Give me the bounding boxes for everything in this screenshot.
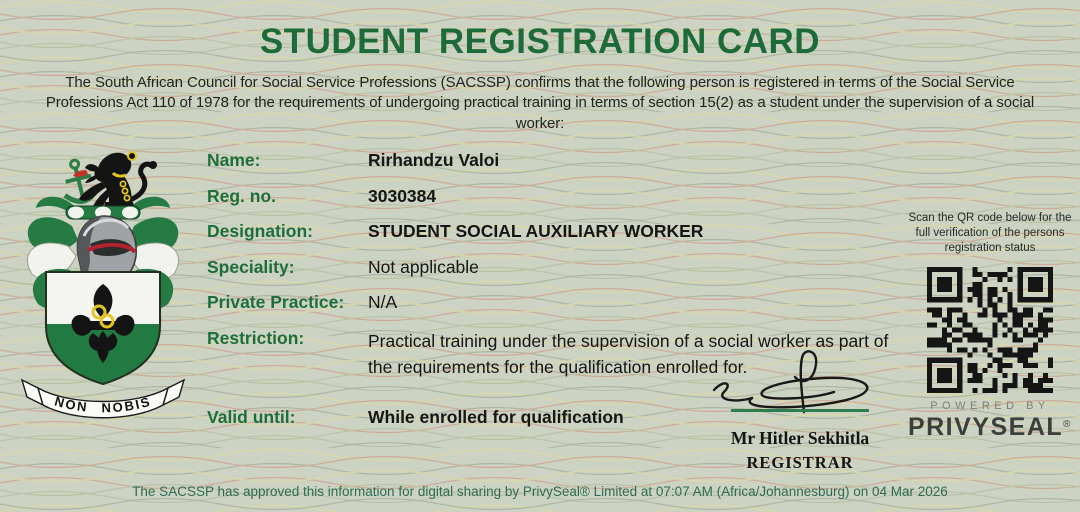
field-reg-no-label: Reg. no.	[207, 186, 277, 206]
registrar-signature-icon	[706, 350, 886, 414]
field-designation-value: STUDENT SOCIAL AUXILIARY WORKER	[368, 221, 704, 241]
field-private-practice-value: N/A	[368, 292, 398, 312]
field-private-practice-label: Private Practice:	[207, 292, 345, 312]
field-speciality	[207, 257, 479, 278]
field-speciality-value: Not applicable	[368, 257, 479, 277]
field-reg-no	[207, 186, 436, 207]
registered-trademark-icon: ®	[1063, 418, 1073, 430]
field-restriction-value: Practical training under the supervision of a social worker as part of the requirements for the qualification enrolled for.	[368, 331, 889, 377]
sacssp-coat-of-arms-icon	[10, 142, 196, 422]
powered-by-label: POWERED BY	[930, 399, 1050, 412]
field-valid-until-label: Valid until:	[207, 407, 296, 427]
field-designation-label: Designation:	[207, 221, 313, 241]
signature-line	[731, 409, 869, 412]
field-name-label: Name:	[207, 150, 261, 170]
privyseal-logo	[906, 413, 1074, 442]
field-restriction-label: Restriction:	[207, 328, 305, 348]
field-private-practice	[207, 292, 397, 313]
field-valid-until	[207, 407, 624, 428]
qr-verification-panel	[906, 211, 1074, 442]
privyseal-wordmark: PRIVYSEAL	[907, 412, 1064, 441]
qr-caption: Scan the QR code below for the full verification of the persons registration status	[908, 212, 1072, 255]
field-name-value: Rirhandzu Valoi	[368, 150, 500, 170]
qr-code	[927, 267, 1053, 393]
field-reg-no-value: 3030384	[368, 186, 437, 206]
field-speciality-label: Speciality:	[207, 257, 295, 277]
field-valid-until-value: While enrolled for qualification	[368, 407, 624, 427]
motto-banner	[22, 380, 184, 418]
field-designation	[207, 221, 703, 242]
registrar-role: REGISTRAR	[746, 453, 854, 472]
field-name	[207, 150, 499, 171]
shield	[46, 272, 160, 384]
approval-footer: The SACSSP has approved this information for digital sharing by PrivySeal® Limited at 07:07 AM (Africa/Johannesburg) on 04 Mar 2026	[132, 484, 948, 499]
registrar-name: Mr Hitler Sekhitla	[730, 428, 870, 448]
registration-statement: The South African Council for Social Service Professions (SACSSP) confirms that the following person is registered in terms of the Social Service Professions Act 110 of 1978 for the requirements of undergoing practical training in terms of section 15(2) as a student under the supervision of a social worker:	[45, 74, 1035, 132]
crest-motto: NON NOBIS	[52, 393, 154, 416]
page-title: STUDENT REGISTRATION CARD	[259, 22, 821, 61]
